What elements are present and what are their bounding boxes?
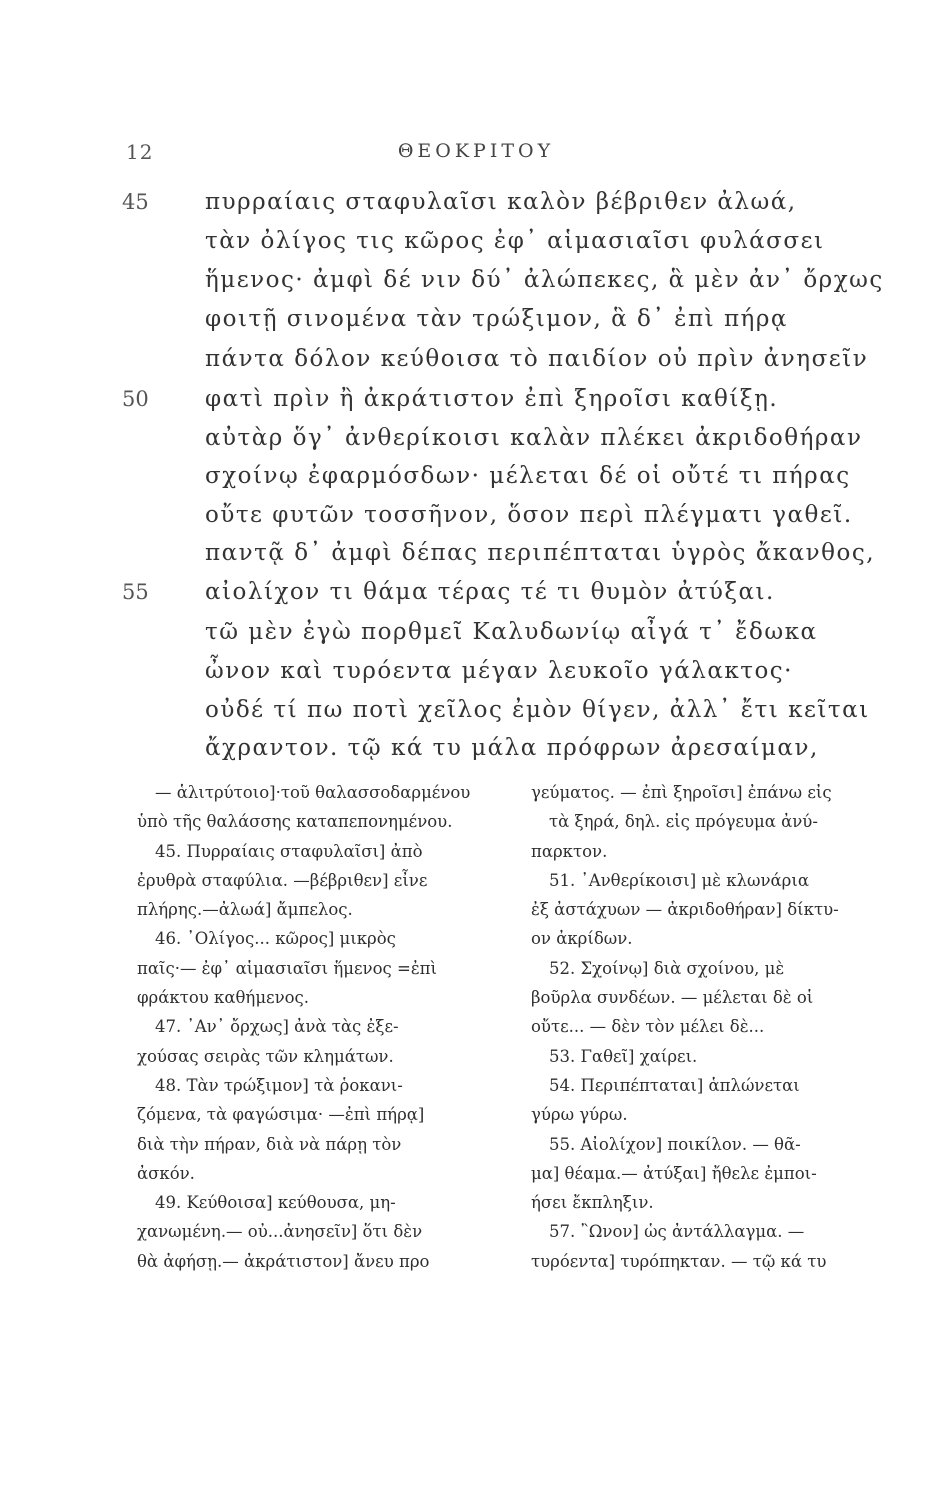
note-line: 45. Πυρραίαις σταφυλαῖσι] ἀπὸ (155, 841, 423, 861)
verse-line: πυρραίαις σταφυλαῖσι καλὸν βέβριθεν ἀλωά, (205, 189, 797, 215)
note-line: ὑπὸ τῆς θαλάσσης καταπεπονημένου. (137, 812, 453, 832)
line-number: 55 (122, 580, 149, 604)
notes-right-column (531, 778, 876, 1276)
note-line: 51. ᾿Ανθερίκοισι] μὲ κλωνάρια (549, 870, 809, 890)
note-line: τὰ ξηρά, δηλ. εἰς πρόγευμα ἀνύ- (549, 812, 818, 832)
verse-line: τῶ μὲν ἐγὼ πορθμεῖ Καλυδωνίῳ αἶγά τ᾿ ἔδωκα (205, 619, 818, 645)
note-line: ζόμενα, τὰ φαγώσιμα· —ἐπὶ πήρᾳ] (137, 1105, 425, 1125)
note-line: παῖς·— ἐφ᾿ αἱμασιαῖσι ἥμενος =ἐπὶ (137, 958, 437, 978)
verse-line: φοιτῇ σινομένα τὰν τρώξιμον, ἃ δ᾿ ἐπὶ πήρᾳ (205, 306, 788, 332)
note-line: ον ἀκρίδων. (531, 929, 633, 949)
line-number: 50 (122, 387, 149, 411)
note-line: ἐξ ἀστάχυων — ἀκριδοθήραν] δίκτυ- (531, 900, 839, 920)
verse-line: ὦνον καὶ τυρόεντα μέγαν λευκοῖο γάλακτος· (205, 658, 793, 684)
note-line: 54. Περιπέπταται] ἁπλώνεται (549, 1075, 800, 1095)
note-line: ήσει ἔκπληξιν. (531, 1193, 654, 1213)
note-line: θὰ ἀφήσῃ.— ἀκράτιστον] ἄνευ προ (137, 1251, 430, 1271)
note-line: ἀσκόν. (137, 1163, 195, 1183)
note-line: διὰ τὴν πήραν, διὰ νὰ πάρῃ τὸν (137, 1134, 402, 1154)
verse-line: παντᾷ δ᾿ ἀμφὶ δέπας περιπέπταται ὑγρὸς ἄκανθος, (205, 540, 876, 566)
note-line: οὔτε... — δὲν τὸν μέλει δὲ... (531, 1017, 765, 1037)
note-line: 49. Κεύθοισα] κεύθουσα, μη- (155, 1193, 396, 1213)
verse-line: τὰν ὀλίγος τις κῶρος ἐφ᾿ αἱμασιαῖσι φυλάσσει (205, 228, 825, 254)
note-line: 46. ᾿Ολίγος... κῶρος] μικρὸς (155, 929, 396, 949)
note-line: 57. ῍Ωνον] ὡς ἀντάλλαγμα. — (549, 1222, 805, 1242)
note-line: πλήρης.—ἀλωά] ἄμπελος. (137, 900, 353, 920)
verse-line: πάντα δόλον κεύθοισα τὸ παιδίον οὐ πρὶν ἀνησεῖν (205, 346, 869, 372)
note-line: παρκτον. (531, 841, 608, 861)
verse-line: ἄχραντον. τῷ κά τυ μάλα πρόφρων ἀρεσαίμαν, (205, 735, 819, 761)
note-line: 52. Σχοίνῳ] διὰ σχοίνου, μὲ (549, 958, 785, 978)
note-line: 48. Τὰν τρώξιμον] τὰ ῥοκανι- (155, 1075, 403, 1095)
note-line: γεύματος. — ἐπὶ ξηροῖσι] ἐπάνω εἰς (531, 783, 832, 802)
verse-line: αὐτὰρ ὅγ᾿ ἀνθερίκοισι καλὰν πλέκει ἀκριδοθήραν (205, 425, 863, 451)
verse-line: αἰολίχον τι θάμα τέρας τέ τι θυμὸν ἀτύξαι. (205, 579, 775, 605)
verse-line: οὔτε φυτῶν τοσσῆνον, ὅσον περὶ πλέγματι γαθεῖ. (205, 502, 853, 528)
verse-line: φατὶ πρὶν ἢ ἀκράτιστον ἐπὶ ξηροῖσι καθίξῃ. (205, 386, 779, 412)
verse-line: ἥμενος· ἀμφὶ δέ νιν δύ᾿ ἀλώπεκες, ἃ μὲν ἀν᾿ ὄρχως (205, 267, 884, 293)
notes-left-column (137, 778, 515, 1276)
running-head-title: ΘΕΟΚΡΙΤΟΥ (397, 140, 555, 162)
note-line: 55. Αἰολίχον] ποικίλον. — θᾶ- (549, 1134, 801, 1154)
note-line: βοῦρλα συνδέων. — μέλεται δὲ οἱ (531, 988, 814, 1008)
note-line: 53. Γαθεῖ] χαίρει. (549, 1046, 698, 1066)
note-line: χούσας σειρὰς τῶν κλημάτων. (137, 1046, 394, 1066)
note-line: — ἁλιτρύτοιο]·τοῦ θαλασσοδαρμένου (155, 783, 471, 802)
note-line: γύρω γύρω. (531, 1105, 628, 1125)
note-line: ἐρυθρὰ σταφύλια. —βέβριθεν] εἶνε (137, 870, 428, 890)
note-line: χανωμένη.— οὐ...ἀνησεῖν] ὅτι δὲν (137, 1222, 423, 1242)
note-line: μα] θέαμα.— ἀτύξαι] ἤθελε ἐμποι- (531, 1163, 817, 1183)
page-number: 12 (126, 140, 154, 164)
note-line: φράκτου καθήμενος. (137, 988, 310, 1008)
note-line: τυρόεντα] τυρόπηκταν. — τῷ κά τυ (531, 1251, 827, 1271)
verse-line: σχοίνῳ ἐφαρμόσδων· μέλεται δέ οἱ οὔτέ τι πήρας (205, 463, 851, 489)
note-line: 47. ᾿Αν᾿ ὄρχως] ἀνὰ τὰς ἐξε- (155, 1017, 399, 1037)
verse-line: οὐδέ τί πω ποτὶ χεῖλος ἐμὸν θίγεν, ἀλλ᾿ ἔτι κεῖται (205, 697, 870, 723)
line-number: 45 (122, 190, 149, 214)
